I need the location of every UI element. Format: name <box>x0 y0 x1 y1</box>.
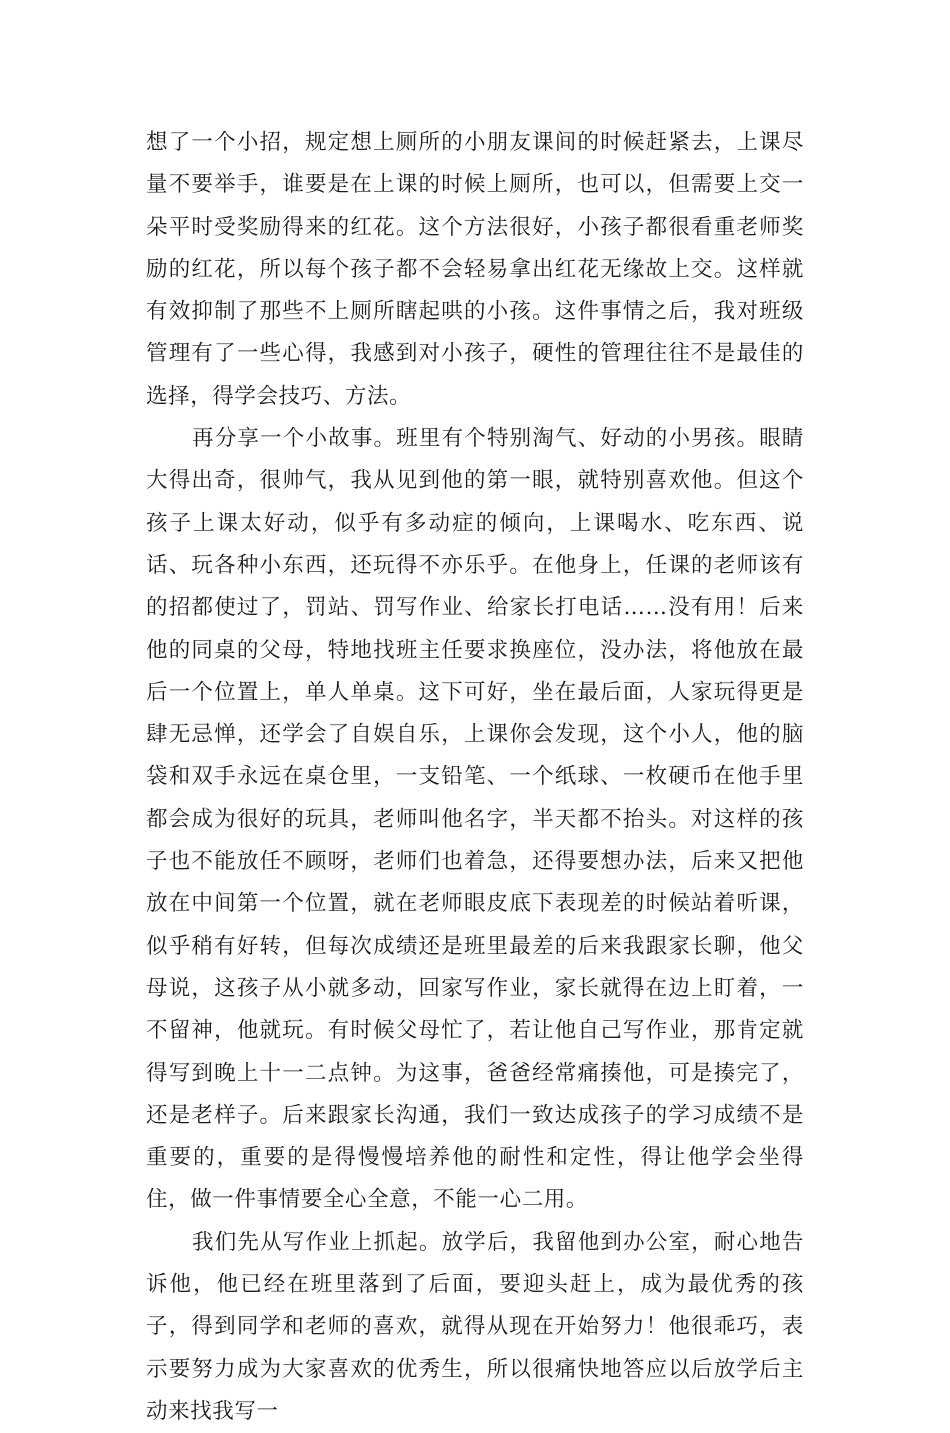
paragraph-continuation: 想了一个小招，规定想上厕所的小朋友课间的时候赶紧去，上课尽量不要举手，谁要是在上课的时候上厕所，也可以，但需要上交一朵平时受奖励得来的红花。这个方法很好，小孩子都很看重老师奖励的红花，所以每个孩子都不会轻易拿出红花无缘故上交。这样就有效抑制了那些不上厕所瞎起哄的小孩。这件事情之后，我对班级管理有了一些心得，我感到对小孩子，硬性的管理往往不是最佳的选择，得学会技巧、方法。 <box>146 130 804 409</box>
paragraph-story: 再分享一个小故事。班里有个特别淘气、好动的小男孩。眼睛大得出奇，很帅气，我从见到他的第一眼，就特别喜欢他。但这个孩子上课太好动，似乎有多动症的倾向，上课喝水、吃东西、说话、玩各种小东西，还玩得不亦乐乎。在他身上，任课的老师该有的招都使过了，罚站、罚写作业、给家长打电话……没有用！后来他的同桌的父母，特地找班主任要求换座位，没办法，将他放在最后一个位置上，单人单桌。这下可好，坐在最后面，人家玩得更是肆无忌惮，还学会了自娱自乐，上课你会发现，这个小人，他的脑袋和双手永远在桌仓里，一支铅笔、一个纸球、一枚硬币在他手里都会成为很好的玩具，老师叫他名字，半天都不抬头。对这样的孩子也不能放任不顾呀，老师们也着急，还得要想办法，后来又把他放在中间第一个位置，就在老师眼皮底下表现差的时候站着听课，似乎稍有好转，但每次成绩还是班里最差的后来我跟家长聊，他父母说，这孩子从小就多动，回家写作业，家长就得在边上盯着，一不留神，他就玩。有时候父母忙了，若让他自己写作业，那肯定就得写到晚上十一二点钟。为这事，爸爸经常痛揍他，可是揍完了，还是老样子。后来跟家长沟通，我们一致达成孩子的学习成绩不是重要的，重要的是得慢慢培养他的耐性和定性，得让他学会坐得住，做一件事情要全心全意，不能一心二用。 <box>146 426 804 1213</box>
body-text <box>146 122 804 1433</box>
paragraph-homework: 我们先从写作业上抓起。放学后，我留他到办公室，耐心地告诉他，他已经在班里落到了后面，要迎头赶上，成为最优秀的孩子，得到同学和老师的喜欢，就得从现在开始努力！他很乖巧，表示要努力成为大家喜欢的优秀生，所以很痛快地答应以后放学后主动来找我写一 <box>146 1229 804 1424</box>
